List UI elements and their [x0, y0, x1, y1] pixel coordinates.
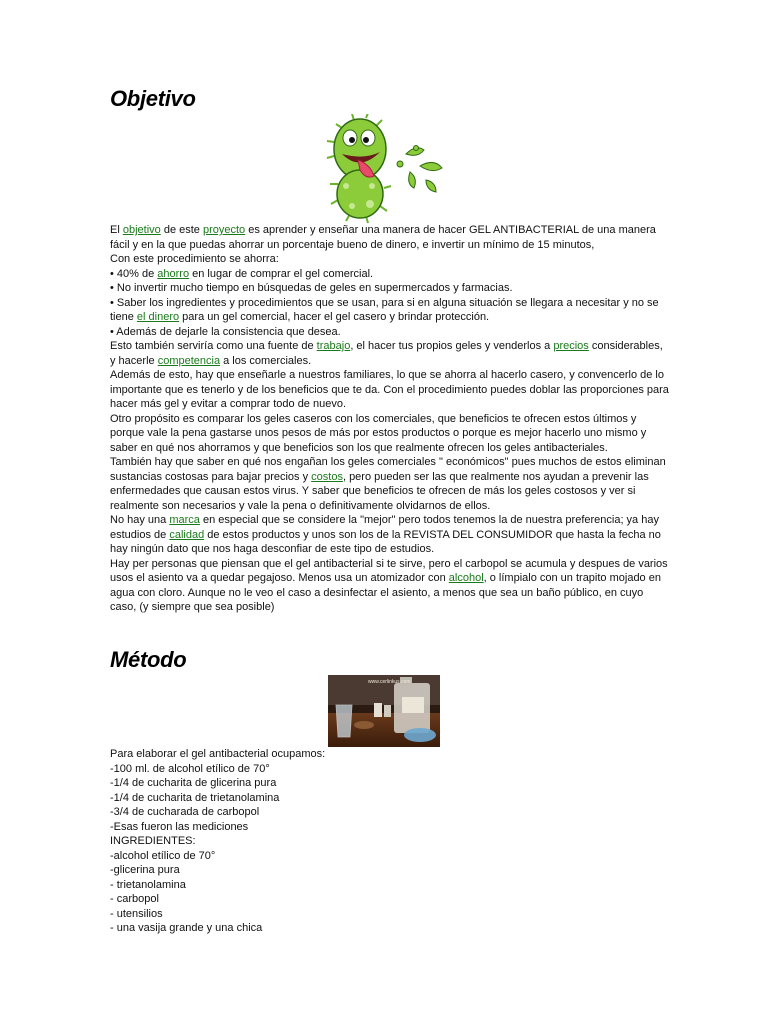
link-alcohol[interactable]: alcohol: [448, 572, 484, 584]
materials-photo: [328, 675, 440, 747]
link-el-dinero[interactable]: el dinero: [136, 311, 180, 323]
objetivo-paragraph-8: Hay per personas que piensan que el gel antibacterial si te sirve, pero el carbopol se acumula y despues de varios usos el asiento va a quedar pegajoso. Menos usa un atomizador con alcohol, o límpialo con un trapito mojado en agua con cloro. Aunque no le veo el caso a desinfectar el asiento, a menos que sea un baño público, en cuyo caso, (y siempre que sea posible): [110, 557, 668, 613]
metodo-line: -3/4 de cucharada de carbopol: [110, 806, 260, 818]
bullet-consistencia: • Además de dejarle la consistencia que desea.: [110, 325, 341, 338]
link-proyecto[interactable]: proyecto: [202, 224, 246, 236]
objetivo-paragraph-2: Con este procedimiento se ahorra:: [110, 253, 279, 265]
objetivo-paragraph-1: El objetivo de este proyecto es aprender y enseñar una manera de hacer GEL ANTIBACTERIAL de una manera fácil y en la que puedas ahorrar un porcentaje bueno de dinero, e invertir un mínimo de 15 minutos,: [110, 224, 656, 251]
ingredient-item: -glicerina pura: [110, 864, 180, 876]
objetivo-paragraph-7: No hay una marca en especial que se considere la "mejor" pero todos tenemos la de nuestra preferencia; ya hay estudios de calidad de estos productos y unos son los de la REVISTA DEL CONSUMIDOR que hasta la fecha no hay ningún dato que nos haga desconfiar de este tipo de estudios.: [110, 514, 661, 555]
link-competencia[interactable]: competencia: [157, 354, 221, 367]
metodo-line: -Esas fueron las mediciones: [110, 820, 249, 833]
germ-illustration: [324, 114, 448, 224]
link-precios[interactable]: precios: [553, 340, 589, 352]
link-ahorro[interactable]: ahorro: [157, 267, 190, 280]
germ-cartoon-icon: [324, 114, 448, 224]
link-trabajo[interactable]: trabajo: [316, 340, 351, 352]
ingredientes-heading: INGREDIENTES:: [110, 835, 196, 847]
objetivo-text: [110, 223, 670, 615]
metodo-line: Para elaborar el gel antibacterial ocupamos:: [110, 748, 326, 760]
ingredient-item: - utensilios: [110, 907, 163, 920]
photo-watermark: www.cerlinkus.com: [368, 679, 411, 685]
objetivo-paragraph-6: También hay que saber en qué nos engañan los geles comerciales " económicos" pues muchos de estos eliminan sustancias costosas para bajar precios y costos, pero pueden ser las que realmente nos ayudan a prevenir las enfermedades que causan estos virus. Y saber que beneficios te ofrecen de más los geles costosos y ver si realmente son necesarios y vale la pena o definitivamente olvidarnos de ellos.: [110, 456, 666, 512]
metodo-line: -100 ml. de alcohol etílico de 70°: [110, 762, 270, 775]
link-costos[interactable]: costos: [311, 470, 343, 483]
metodo-heading: Método: [110, 647, 187, 672]
objetivo-paragraph-3: Esto también serviría como una fuente de trabajo, el hacer tus propios geles y venderlos a precios considerables, y hacerle competencia a los comerciales.: [110, 340, 663, 367]
metodo-list: [110, 747, 610, 936]
link-marca[interactable]: marca: [169, 514, 200, 526]
bullet-ahorro: • 40% de ahorro en lugar de comprar el gel comercial.: [110, 267, 374, 280]
metodo-line: -1/4 de cucharita de trietanolamina: [110, 791, 280, 804]
ingredient-item: -alcohol etílico de 70°: [110, 849, 216, 862]
objetivo-paragraph-4: Además de esto, hay que enseñarle a nuestros familiares, lo que se ahorra al hacerlo casero, y convencerlo de lo importante que es tenerlo y de los beneficios que te da. Con el procedimiento puedes doblar las proporciones para hacer más gel y evitar a comprar todo de nuevo.: [110, 369, 669, 410]
ingredient-item: - trietanolamina: [110, 878, 186, 891]
metodo-line: -1/4 de cucharita de glicerina pura: [110, 777, 277, 789]
link-objetivo[interactable]: objetivo: [122, 224, 161, 236]
bullet-ingredientes: • Saber los ingredientes y procedimientos que se usan, para si en alguna situación se llegara a necesitar y no se tiene el dinero para un gel comercial, hacer el gel casero y brindar protección.: [110, 296, 659, 323]
ingredient-item: - carbopol: [110, 893, 159, 905]
objetivo-paragraph-5: Otro propósito es comparar los geles caseros con los comerciales, que beneficios te ofrecen estos últimos y porque vale la pena gastarse unos pesos de más por estos productos o porque es mejor hacerlo uno mismo y saber en qué nos ahorramos y que beneficios son los que realmente ofrecen los geles antibacteriales.: [110, 412, 647, 454]
ingredient-item: - una vasija grande y una chica: [110, 922, 263, 934]
bullet-tiempo: • No invertir mucho tiempo en búsquedas de geles en supermercados y farmacias.: [110, 282, 513, 294]
objetivo-heading: Objetivo: [110, 86, 196, 111]
link-calidad[interactable]: calidad: [169, 528, 205, 541]
